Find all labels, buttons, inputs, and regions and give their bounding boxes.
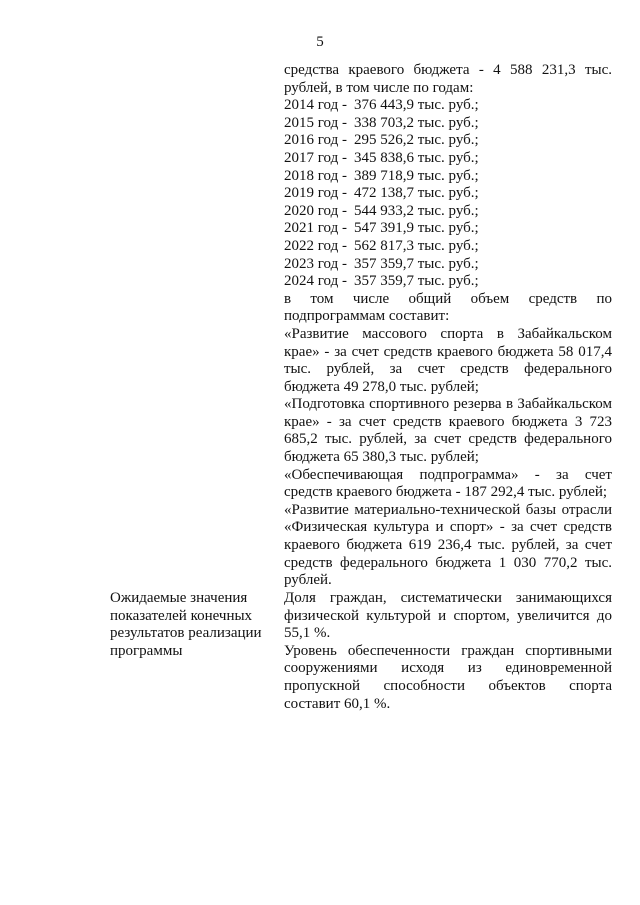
funding-year-label: 2017 год -	[284, 149, 347, 166]
funding-year-row	[284, 150, 612, 168]
expected-result-item: Уровень обеспеченности граждан спортивными сооружениями исходя из единовременной пропускной способности объектов спорта составит 60,1 %.	[284, 642, 612, 712]
funding-year-row	[284, 168, 612, 186]
subprograms-intro: в том числе общий объем средств по подпрограммам составит:	[284, 290, 612, 325]
funding-year-label: 2022 год -	[284, 237, 347, 254]
funding-year-label: 2020 год -	[284, 202, 347, 219]
funding-year-row	[284, 185, 612, 203]
funding-year-amount: 547 391,9 тыс. руб.;	[354, 220, 479, 237]
funding-year-amount: 338 703,2 тыс. руб.;	[354, 114, 479, 131]
expected-results-label: Ожидаемые значения показателей конечных результатов реализации программы	[110, 590, 262, 659]
subprogram-paragraph: «Развитие материально-технической базы отрасли «Физическая культура и спорт» - за счет средств краевого бюджета 619 236,4 тыс. рублей, за счет средств федерального бюджета 1 030 770,2 тыс. рублей.	[284, 501, 612, 589]
subprogram-paragraph: «Развитие массового спорта в Забайкальском крае» - за счет средств краевого бюджета 58 017,4 тыс. рублей, за счет средств федерального бюджета 49 278,0 тыс. рублей;	[284, 325, 612, 395]
funding-year-label: 2019 год -	[284, 185, 347, 202]
funding-year-amount: 295 526,2 тыс. руб.;	[354, 132, 479, 149]
page-number: 5	[316, 34, 324, 50]
subprogram-paragraph: «Подготовка спортивного резерва в Забайкальском крае» - за счет средств краевого бюджета 3 723 685,2 тыс. рублей, за счет средств федерального бюджета 65 380,3 тыс. рублей;	[284, 396, 612, 466]
funding-year-amount: 345 838,6 тыс. руб.;	[354, 149, 479, 166]
funding-year-row	[284, 115, 612, 133]
funding-year-label: 2024 год -	[284, 273, 347, 290]
funding-year-amount: 562 817,3 тыс. руб.;	[354, 237, 479, 254]
funding-year-row	[284, 238, 612, 256]
funding-years-list	[284, 97, 612, 291]
funding-year-row	[284, 256, 612, 274]
funding-year-amount: 472 138,7 тыс. руб.;	[354, 185, 479, 202]
funding-year-label: 2023 год -	[284, 255, 347, 272]
funding-year-row	[284, 203, 612, 221]
funding-year-label: 2014 год -	[284, 97, 347, 114]
funding-year-amount: 357 359,7 тыс. руб.;	[354, 255, 479, 272]
subprogram-paragraph: «Обеспечивающая подпрограмма» - за счет средств краевого бюджета - 187 292,4 тыс. рублей;	[284, 466, 612, 501]
funding-year-amount: 544 933,2 тыс. руб.;	[354, 202, 479, 219]
expected-results-section	[284, 590, 612, 713]
funding-year-amount: 357 359,7 тыс. руб.;	[354, 273, 479, 290]
funding-year-label: 2016 год -	[284, 132, 347, 149]
funding-year-label: 2015 год -	[284, 114, 347, 131]
expected-result-item: Доля граждан, систематически занимающихся физической культурой и спортом, увеличится до 55,1 %.	[284, 590, 612, 642]
funding-year-label: 2018 год -	[284, 167, 347, 184]
funding-year-row	[284, 273, 612, 291]
funding-intro: средства краевого бюджета - 4 588 231,3 тыс. рублей, в том числе по годам:	[284, 62, 612, 96]
funding-year-amount: 389 718,9 тыс. руб.;	[354, 167, 479, 184]
funding-year-row	[284, 132, 612, 150]
funding-year-row	[284, 220, 612, 238]
funding-year-amount: 376 443,9 тыс. руб.;	[354, 97, 479, 114]
funding-section	[284, 62, 612, 590]
funding-year-row	[284, 97, 612, 115]
funding-year-label: 2021 год -	[284, 220, 347, 237]
